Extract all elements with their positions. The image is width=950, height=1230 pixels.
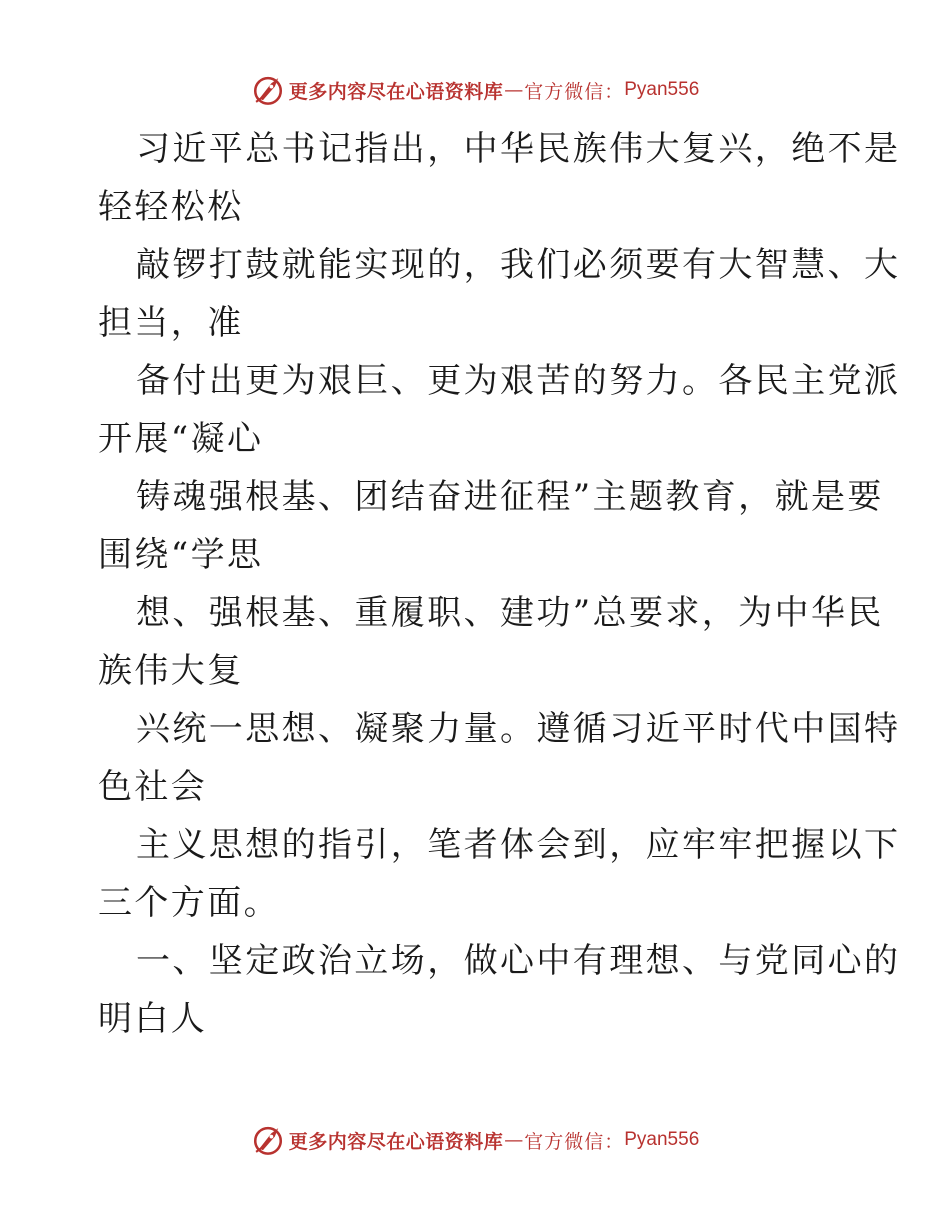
banner-wechat-label: 官方微信：: [524, 80, 625, 103]
document-body: [98, 120, 901, 1048]
banner-dash: —: [504, 79, 524, 101]
body-line-7: 铸魂强根基、团结奋进征程”主题教育，就是要: [136, 477, 884, 517]
body-line-4: 担当，准: [98, 303, 244, 343]
body-line-13: 主义思想的指引，笔者体会到，应牢牢把握以下: [136, 825, 901, 865]
body-line-10: 族伟大复: [98, 651, 244, 691]
pen-nib-logo-icon: [251, 1123, 285, 1157]
body-line-5: 备付出更为艰巨、更为艰苦的努力。各民主党派: [136, 361, 901, 401]
body-line-8: 围绕“学思: [98, 535, 264, 575]
banner-main-text: 更多内容尽在心语资料库: [288, 80, 504, 103]
header-banner: [0, 70, 950, 110]
body-line-6: 开展“凝心: [98, 419, 264, 459]
body-line-16: 明白人: [98, 999, 208, 1039]
banner-main-text: 更多内容尽在心语资料库: [288, 1130, 504, 1153]
banner-dash: —: [504, 1129, 524, 1151]
body-line-9: 想、强根基、重履职、建功”总要求，为中华民: [136, 593, 884, 633]
body-line-15: 一、坚定政治立场，做心中有理想、与党同心的: [136, 941, 901, 981]
body-line-11: 兴统一思想、凝聚力量。遵循习近平时代中国特: [136, 709, 901, 749]
body-line-12: 色社会: [98, 767, 208, 807]
banner-wechat-id: Pyan556: [624, 1129, 700, 1150]
body-line-1: 习近平总书记指出，中华民族伟大复兴，绝不是: [136, 129, 901, 169]
pen-nib-logo-icon: [251, 73, 285, 107]
banner-wechat-id: Pyan556: [624, 79, 700, 100]
banner-wechat-label: 官方微信：: [524, 1130, 625, 1153]
body-line-2: 轻轻松松: [98, 187, 244, 227]
body-line-3: 敲锣打鼓就能实现的，我们必须要有大智慧、大: [136, 245, 901, 285]
body-line-14: 三个方面。: [98, 883, 280, 923]
footer-banner: [0, 1120, 950, 1160]
